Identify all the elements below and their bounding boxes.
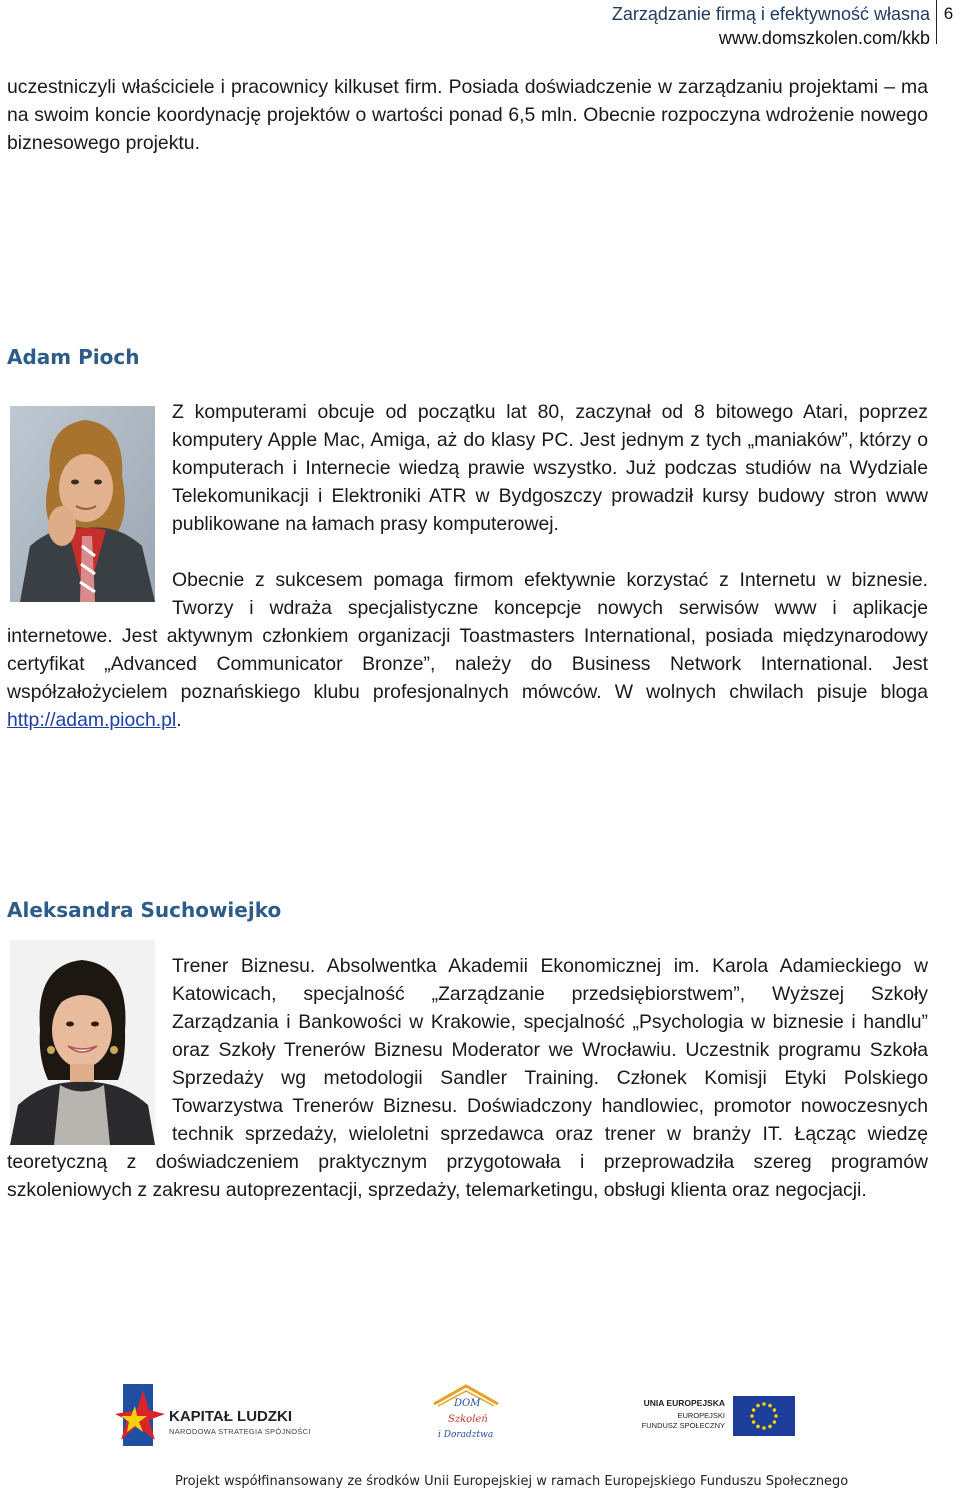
cofinancing-note: Projekt współfinansowany ze środków Unii Europejskiej w ramach Europejskiego Funduszu Społecznego bbox=[175, 1474, 849, 1489]
dom-line1: DOM bbox=[454, 1398, 481, 1409]
eu-line3: FUNDUSZ SPOŁECZNY bbox=[641, 1421, 725, 1430]
bio-paragraph-text: Obecnie z sukcesem pomaga firmom efektywnie korzystać z Internetu w biznesie. Tworzy i wdraża specjalistyczne koncepcje nowych serwisów www i aplikacje internetowe. Jest aktywnym członkiem organizacji Toastmasters International, posiada międzynarodowy certyfikat „Advanced Communicator Bronze”, należy do Business Network International. Jest współzałożycielem poznańskiego klubu profesjonalnych mówców. W wolnych chwilach pisuje bloga bbox=[7, 569, 928, 703]
bio-paragraph: Trener Biznesu. Absolwentka Akademii Ekonomicznej im. Karola Adamieckiego w Katowicach, specjalność „Zarządzanie przedsiębiorstwem”, Wyższej Szkoły Zarządzania i Bankowości w Krakowie, specjalność „Psychologia w biznesie i handlu” oraz Szkoły Trenerów Biznesu Moderator we Wrocławiu. Uczestnik programu Szkoła Sprzedaży wg metodologii Sandler Training. Członek Komisji Etyki Polskiego Towarzystwa Trenerów Biznesu. Doświadczony handlowiec, promotor nowoczesnych technik sprzedaży, wieloletni sprzedawca oraz trener w branży IT. Łącząc wiedzę teoretyczną z doświadczeniem praktycznym przygotowała i przeprowadziła szereg programów szkoleniowych z zakresu autoprezentacji, sprzedaży, telemarketingu, obsługi klienta oraz negocjacji. bbox=[7, 955, 928, 1201]
dom-szkolen-logo bbox=[430, 1382, 502, 1452]
eu-logo bbox=[641, 1396, 795, 1438]
link-suffix: . bbox=[176, 709, 182, 731]
dom-line2: Szkoleń bbox=[448, 1414, 488, 1425]
blog-link[interactable]: http://adam.pioch.pl bbox=[7, 709, 177, 731]
page-number: 6 bbox=[936, 0, 960, 44]
eu-line2: EUROPEJSKI bbox=[677, 1411, 725, 1420]
bio-adam-pioch bbox=[7, 398, 928, 734]
running-header bbox=[612, 2, 930, 50]
bio-paragraph: Z komputerami obcuje od początku lat 80, zaczynał od 8 bitowego Atari, poprzez komputery Apple Mac, Amiga, aż do klasy PC. Jest jednym z tych „maniaków”, którzy o komputerach i Internecie wiedzą prawie wszystko. Już podczas studiów na Wydziale Telekomunikacji i Elektroniki ATR w Bydgoszczy prowadził kursy budowy stron www publikowane na łamach prasy komputerowej. bbox=[172, 401, 928, 535]
footer-logos bbox=[0, 1380, 960, 1460]
intro-paragraph: uczestniczyli właściciele i pracownicy kilkuset firm. Posiada doświadczenie w zarządzaniu projektami – ma na swoim koncie koordynację projektów o wartości ponad 6,5 mln. Obecnie rozpoczyna wdrożenie nowego biznesowego projektu. bbox=[7, 76, 928, 154]
kapital-ludzki-subtitle: NARODOWA STRATEGIA SPÓJNOŚCI bbox=[169, 1427, 311, 1436]
person-name-adam-pioch: Adam Pioch bbox=[7, 345, 140, 369]
kapital-ludzki-logo bbox=[115, 1384, 315, 1450]
header-url: www.domszkolen.com/kkb bbox=[718, 28, 930, 48]
bio-aleksandra-suchowiejko bbox=[7, 952, 928, 1204]
eu-line1: UNIA EUROPEJSKA bbox=[643, 1398, 725, 1408]
dom-line3: i Doradztwa bbox=[438, 1430, 494, 1440]
person-name-aleksandra-suchowiejko: Aleksandra Suchowiejko bbox=[7, 898, 282, 922]
kapital-ludzki-title: KAPITAŁ LUDZKI bbox=[169, 1408, 293, 1425]
eu-flag-icon bbox=[733, 1396, 795, 1436]
header-title: Zarządzanie firmą i efektywność własna bbox=[611, 4, 930, 24]
